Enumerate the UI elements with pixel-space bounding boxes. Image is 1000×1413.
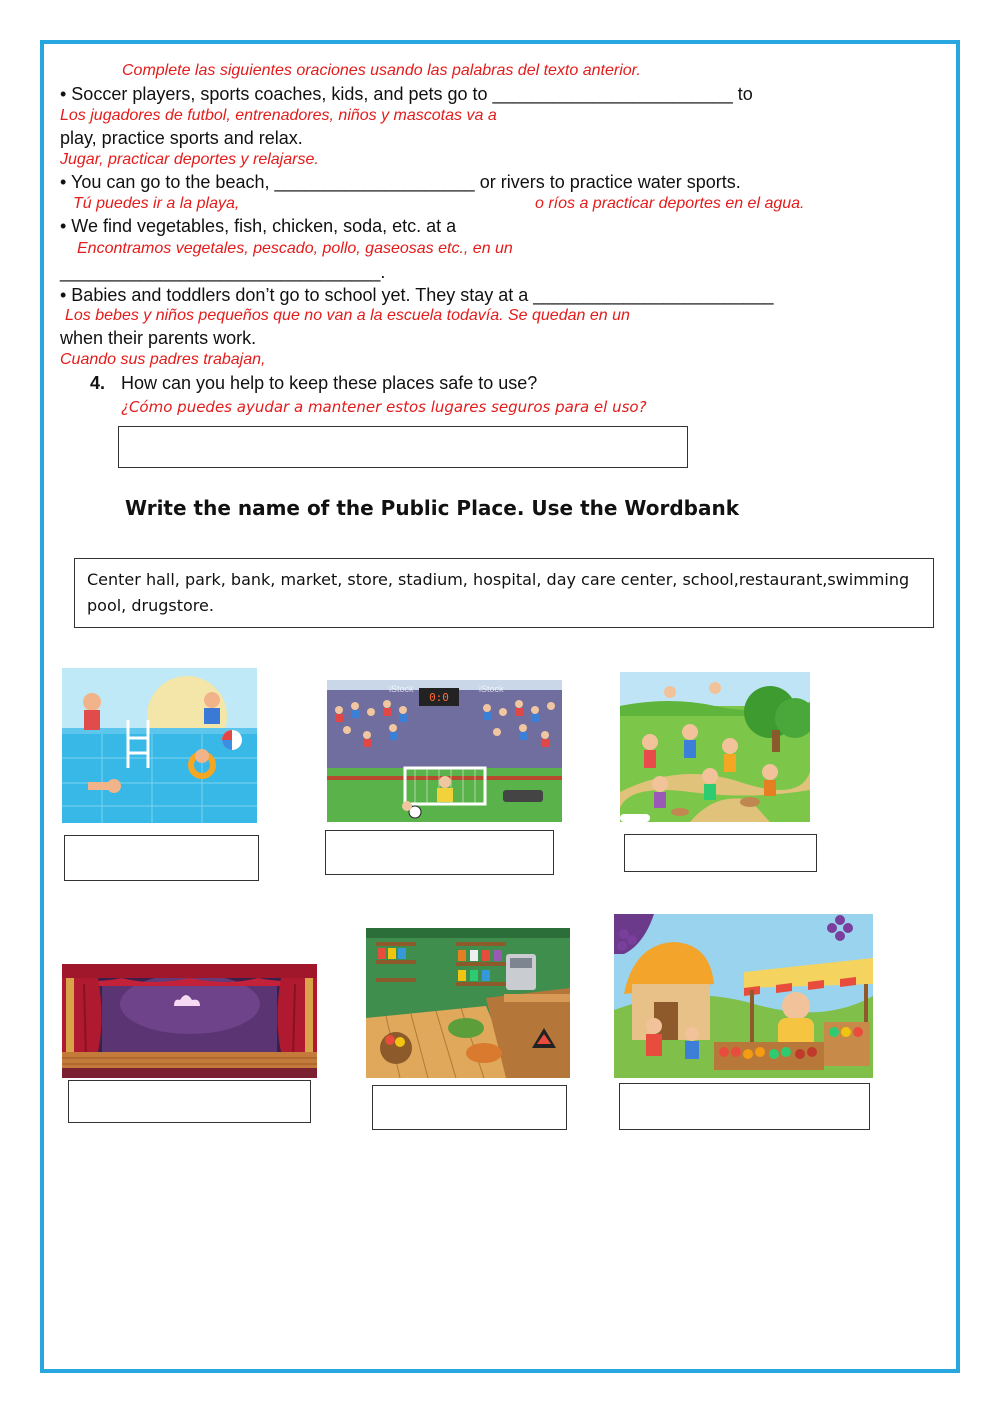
park-picture	[620, 672, 810, 822]
watermark-text-1: iStock	[389, 684, 414, 694]
wordbank-box: Center hall, park, bank, market, store, stadium, hospital, day care center, school,restaurant,swimming pool, drugstore.	[74, 558, 934, 628]
sentence-1-spanish: Los jugadores de futbol, entrenadores, niños y mascotas va a	[60, 107, 497, 124]
sentence-1-english: • Soccer players, sports coaches, kids, and pets go to ________________________ to	[60, 84, 753, 104]
sentence-3-spanish: Encontramos vegetales, pescado, pollo, gaseosas etc., en un	[77, 240, 513, 257]
sentence-1-spanish-cont: Jugar, practicar deportes y relajarse.	[60, 151, 319, 168]
sentence-1-english-cont: play, practice sports and relax.	[60, 128, 303, 148]
sentence-3-english: • We find vegetables, fish, chicken, soda, etc. at a	[60, 216, 457, 236]
stadium-picture	[327, 680, 562, 822]
answer-box-picture-6[interactable]	[619, 1083, 870, 1130]
sentence-4-spanish-cont: Cuando sus padres trabajan,	[60, 351, 266, 368]
sentence-4-spanish: Los bebes y niños pequeños que no van a la escuela todavía. Se quedan en un	[65, 307, 630, 324]
theater-picture	[62, 964, 317, 1078]
swimming-pool-picture	[62, 668, 257, 823]
sentence-4-english-cont: when their parents work.	[60, 328, 257, 348]
sentence-2-spanish-cont: o ríos a practicar deportes en el agua.	[535, 195, 805, 212]
answer-box-picture-1[interactable]	[64, 835, 259, 881]
section-heading: Write the name of the Public Place. Use the Wordbank	[125, 496, 740, 520]
answer-box-picture-4[interactable]	[68, 1080, 311, 1123]
watermark-text-2: iStock	[479, 684, 504, 694]
store-picture	[366, 928, 570, 1078]
sentence-2-english: • You can go to the beach, ____________________ or rivers to practice water sports.	[60, 172, 741, 192]
question-4-number: 4.	[90, 373, 106, 393]
answer-box-picture-2[interactable]	[325, 830, 554, 875]
instruction-spanish: Complete las siguientes oraciones usando las palabras del texto anterior.	[122, 62, 641, 79]
sentence-4-english: • Babies and toddlers don’t go to school yet. They stay at a ________________________	[60, 285, 774, 305]
market-picture	[614, 914, 873, 1078]
answer-box-picture-5[interactable]	[372, 1085, 567, 1130]
answer-box-question-4[interactable]	[118, 426, 688, 468]
question-4-text: How can you help to keep these places safe to use?	[121, 373, 538, 393]
sentence-3-blank[interactable]: ________________________________.	[60, 262, 386, 282]
question-4-spanish: ¿Cómo puedes ayudar a mantener estos lugares seguros para el uso?	[121, 398, 647, 416]
answer-box-picture-3[interactable]	[624, 834, 817, 872]
scoreboard-text: 0:0	[429, 691, 449, 704]
sentence-2-spanish: Tú puedes ir a la playa,	[73, 195, 240, 212]
